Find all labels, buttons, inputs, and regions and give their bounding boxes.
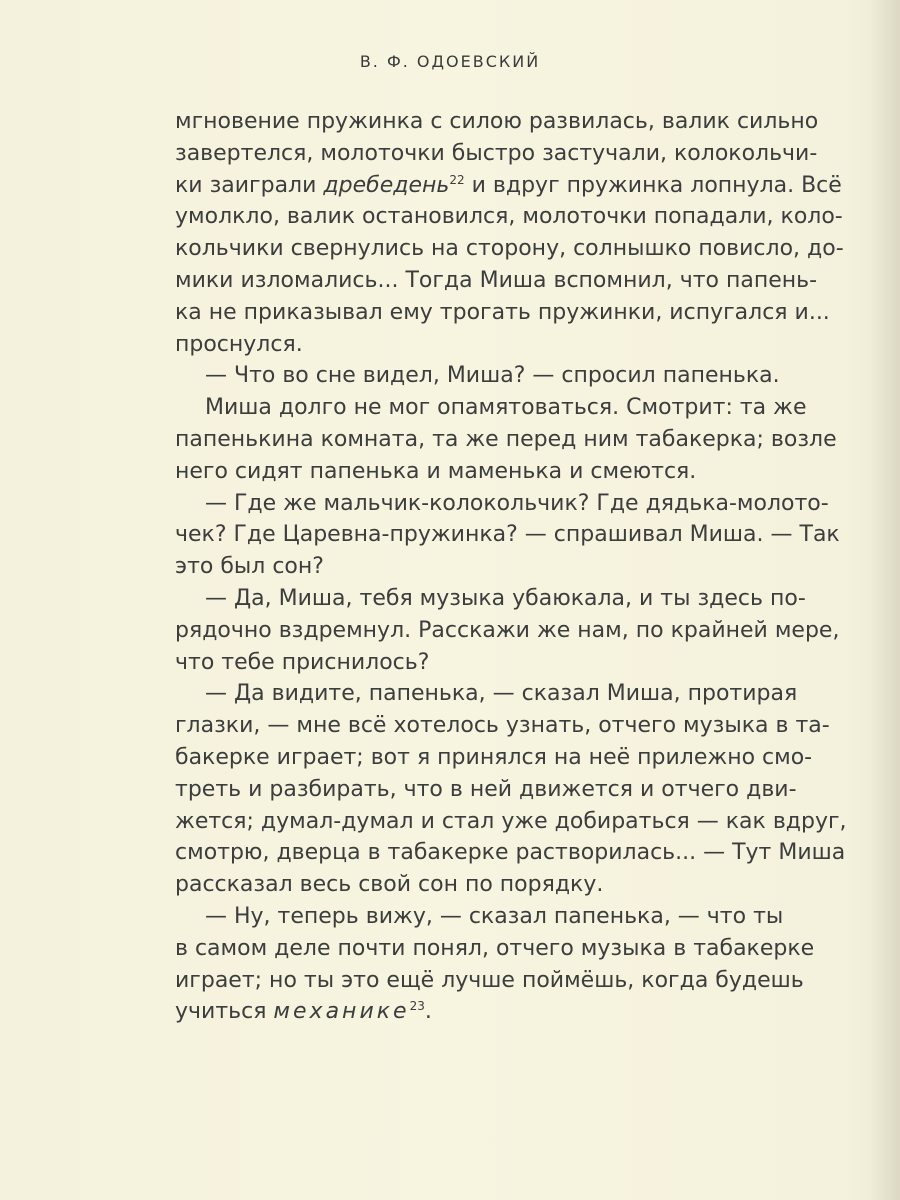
text-line: глазки, — мне всё хотелось узнать, отчего музыка в та-	[175, 713, 830, 739]
text-line: — Ну, теперь вижу, — сказал папенька, — что ты	[205, 903, 784, 929]
text-line	[175, 996, 865, 1028]
text-run: ки заиграли	[175, 172, 324, 198]
text-line: жется; думал-думал и стал уже добираться — как вдруг,	[175, 808, 847, 834]
text-line: кольчики свернулись на сторону, солнышко повисло, до-	[175, 236, 844, 262]
text-line: завертелся, молоточки быстро застучали, колокольчи-	[175, 140, 818, 166]
text-line: него сидят папенька и маменька и смеются.	[175, 458, 697, 484]
text-line: играет; но ты это ещё лучше поймёшь, когда будешь	[175, 967, 804, 993]
text-line: рассказал весь свой сон по порядку.	[175, 872, 604, 898]
text-line: треть и разбирать, что в ней движется и отчего дви-	[175, 776, 797, 802]
text-line: Миша долго не мог опамятоваться. Смотрит: та же	[205, 395, 807, 421]
text-line: папенькина комната, та же перед ним табакерка; возле	[175, 426, 837, 452]
text-line: ка не приказывал ему трогать пружинки, испугался и...	[175, 299, 830, 325]
footnote-ref-23[interactable]: 23	[409, 999, 425, 1014]
text-line: в самом деле почти понял, отчего музыка в табакерке	[175, 935, 815, 961]
footnote-ref-22[interactable]: 22	[449, 172, 465, 187]
text-run: .	[424, 999, 432, 1025]
text-line: это был сон?	[175, 554, 324, 580]
running-header: В. Ф. ОДОЕВСКИЙ	[359, 52, 541, 71]
text-line: мики изломались... Тогда Миша вспомнил, что папень-	[175, 267, 818, 293]
body-text	[175, 106, 865, 1028]
text-line: что тебе приснилось?	[175, 649, 430, 675]
text-line	[175, 170, 865, 202]
page-edge-shadow	[870, 0, 900, 1200]
text-line: — Да, Миша, тебя музыка убаюкала, и ты здесь по-	[205, 585, 806, 611]
italic-word-drebeden: дребедень	[323, 172, 450, 198]
text-line: умолкло, валик остановился, молоточки попадали, коло-	[175, 204, 843, 230]
text-line: рядочно вздремнул. Расскажи же нам, по крайней мере,	[175, 617, 840, 643]
text-line: бакерке играет; вот я принялся на неё прилежно смо-	[175, 744, 813, 770]
text-line: чек? Где Царевна-пружинка? — спрашивал Миша. — Так	[175, 522, 840, 548]
spaced-word-mekhanike: механике	[273, 999, 410, 1025]
text-line: мгновение пружинка с силою развилась, валик сильно	[175, 109, 819, 134]
text-run: и вдруг пружинка лопнула. Всё	[464, 172, 842, 198]
text-line: — Где же мальчик-колокольчик? Где дядька-молото-	[205, 490, 829, 516]
text-run: учиться	[175, 999, 274, 1025]
text-line: — Что во сне видел, Миша? — спросил папенька.	[205, 363, 780, 389]
text-line: смотрю, дверца в табакерке растворилась... — Тут Миша	[175, 840, 846, 866]
text-line: — Да видите, папенька, — сказал Миша, протирая	[205, 681, 798, 707]
text-line: проснулся.	[175, 331, 303, 357]
